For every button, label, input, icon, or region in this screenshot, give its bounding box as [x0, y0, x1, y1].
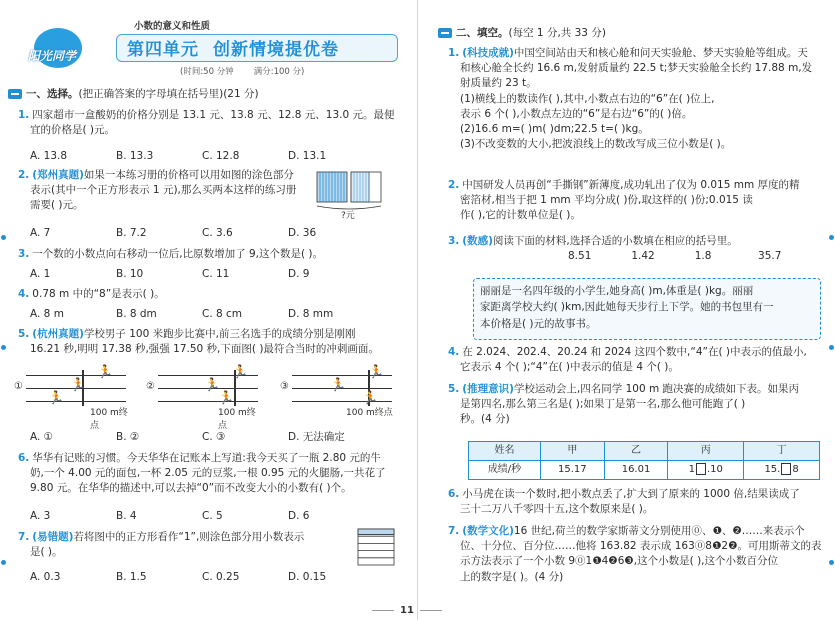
- track-figure-2: ② 🏃 🏃 🏃 100 m终点: [146, 366, 264, 406]
- question-7: 7. (易错题)若将图中的正方形看作“1”,则涂色部分用小数表示 是( )。: [18, 531, 305, 559]
- binding-ring: [829, 345, 834, 350]
- logo-text: 阳光同学: [28, 49, 77, 63]
- runner-icon: 🏃: [368, 365, 385, 380]
- page-title: [127, 38, 339, 63]
- runner-icon: 🏃: [97, 365, 114, 380]
- fill-question-4: 4. 在 2.024、202.4、20.24 和 2024 这四个数中,“4”在( )中表示的值最小, 它表示 4 个( );“4”在( )中表示的值是 4 个( )。: [448, 346, 807, 374]
- options: A. 13.8 B. 13.3 C. 12.8 D. 13.1: [30, 150, 327, 162]
- track-figure-3: ③ 🏃 🏃 🏃 100 m终点: [280, 365, 393, 418]
- fill-question-2: 2. 中国研发人员再创“手撕钢”新薄度,成功轧出了仅为 0.015 mm 厚度的精 密箔材,相当于把 1 mm 平均分成( )份,取这样的( )份;0.015 读 作( ),它的计数单位是( )。: [448, 179, 800, 222]
- binding-ring: [829, 560, 834, 565]
- binding-ring: [1, 560, 6, 565]
- page-number: 11: [400, 604, 414, 619]
- options: A. 0.3 B. 1.5 C. 0.25 D. 0.15: [30, 571, 327, 583]
- logo: [24, 26, 116, 72]
- fraction-square-figure: [356, 527, 396, 569]
- options: A. ① B. ② C. ③ D. 无法确定: [30, 431, 345, 443]
- binding-ring: [1, 235, 6, 240]
- price-squares-figure: [315, 168, 385, 220]
- question-5: 5. (杭州真题)学校男子 100 米跑步比赛中,前三名选手的成绩分别是刚刚 16.21 秒,明明 17.38 秒,强强 17.50 秒,下面图( )最符合当时的冲刺画面。: [18, 328, 379, 356]
- track-figure-1: ① 🏃 🏃 🏃 100 m终点: [14, 365, 128, 432]
- table-header-row: 姓名 甲 乙 丙 丁: [469, 442, 820, 461]
- question-2: 2. (郑州真题)如果一本练习册的价格可以用如图的涂色部分 表示(其中一个正方形表示 1 元),那么买两本这样的练习册 需要( )元。: [18, 169, 297, 212]
- title-text: 创新情境提优卷: [213, 40, 339, 60]
- reading-box: 丽丽是一名四年级的小学生,她身高( )m,体重是( )kg。丽丽 家距离学校大约( )km,因此她每天步行上下学。她的书包里有一 本价格是( )元的故事书。: [473, 278, 821, 340]
- worksheet-header: [24, 20, 399, 78]
- number-choices: 8.51 1.42 1.8 35.7: [568, 250, 782, 263]
- unit-label: 第四单元: [127, 40, 199, 60]
- price-figure-label: ?元: [341, 211, 355, 220]
- question-3: 3. 一个数的小数点向右移动一位后,比原数增加了 9,这个数是( )。: [18, 248, 324, 260]
- runner-icon: 🏃: [330, 378, 347, 393]
- exam-meta: [180, 66, 304, 78]
- section-heading: 一、选择。(把正确答案的字母填在括号里)(21 分): [8, 87, 259, 102]
- runner-icon: 🏃: [204, 378, 221, 393]
- question-6: 6. 华华有记账的习惯。今天华华在记账本上写道:我今天买了一瓶 2.80 元的牛 奶,一个 4.00 元的面包,一杯 2.05 元的豆浆,一根 0.95 元的火腿肠,一共花了 9.80 元。在华华的描述中,可以去掉“0”而不改变大小的小数有( )个。: [18, 452, 386, 495]
- topic-label: 小数的意义和性质: [134, 21, 211, 32]
- binding-ring: [829, 235, 834, 240]
- section-icon: [438, 28, 452, 38]
- fill-question-5: 5. (推理意识)学校运动会上,四名同学 100 m 跑决赛的成绩如下表。如果丙 是第四名,那么第三名是( );如果丁是第一名,那么他可能跑了( ) 秒。(4 分): [448, 383, 800, 426]
- fill-question-3: 3. (数感)阅读下面的材料,选择合适的小数填在相应的括号里。 8.51 1.42 1.8 35.7: [448, 234, 828, 264]
- options: A. 7 B. 7.2 C. 3.6 D. 36: [30, 227, 317, 239]
- runner-icon: 🏃: [232, 365, 249, 380]
- section-heading: 二、填空。(每空 1 分,共 33 分): [438, 26, 606, 41]
- options: A. 8 m B. 8 dm C. 8 cm D. 8 mm: [30, 308, 334, 320]
- runner-icon: 🏃: [48, 391, 65, 406]
- runner-icon: 🏃: [218, 391, 235, 406]
- left-page: [0, 0, 417, 620]
- full-score: 满分:100 分): [253, 67, 305, 77]
- fill-question-6: 6. 小马虎在读一个数时,把小数点丢了,扩大到了原来的 1000 倍,结果读成了 三十二万八千零四十五,这个数原来是( )。: [448, 488, 800, 516]
- fill-question-1: 1. (科技成就)中国空间站由天和核心舱和问天实验舱、梦天实验舱等组成。天 和核心舱全长约 16.6 m,发射质量约 22.5 t;梦天实验舱全长约 17.88 m,发 射质量约 23 t。 (1)横线上的数读作( ),其中,小数点右边的“6”在( )位上, 表示 6 个( ),小数点左边的“6”是右边“6”的( )倍。 (2)16.6 m=( )m( )dm;22.5 t=( )kg。 (3)不改变数的大小,把波浪线上的数改写成三位小数是( )。: [448, 47, 813, 151]
- time-limit: (时间:50 分钟: [180, 67, 234, 77]
- runner-icon: 🏃: [70, 378, 87, 393]
- question-1: 1. 四家超市一盒酸奶的价格分别是 13.1 元、13.8 元、12.8 元、13.0 元。最便 宜的价格是( )元。: [18, 109, 395, 137]
- section-icon: [8, 89, 22, 99]
- binding-ring: [1, 345, 6, 350]
- question-4: 4. 0.78 m 中的“8”是表示( )。: [18, 288, 165, 300]
- options: A. 3 B. 4 C. 5 D. 6: [30, 510, 310, 522]
- fill-question-7: 7. (数学文化)16 世纪,荷兰的数学家斯蒂文分别使用⓪、❶、❷……来表示个 位、十分位、百分位……他将 163.82 表示成 163⓪8❶2❷。可用斯蒂文的表 示方法表示了一个小数 9⓪1❶4❷6❸,这个小数是( ),这个小数百分位 上的数字是( )。(4 分): [448, 525, 822, 583]
- title-box: [116, 34, 398, 62]
- table-row: 成绩/秒 15.17 16.01 1 .10 15. 8: [469, 461, 820, 480]
- runner-icon: 🏃: [362, 391, 379, 406]
- options: A. 1 B. 10 C. 11 D. 9: [30, 268, 310, 280]
